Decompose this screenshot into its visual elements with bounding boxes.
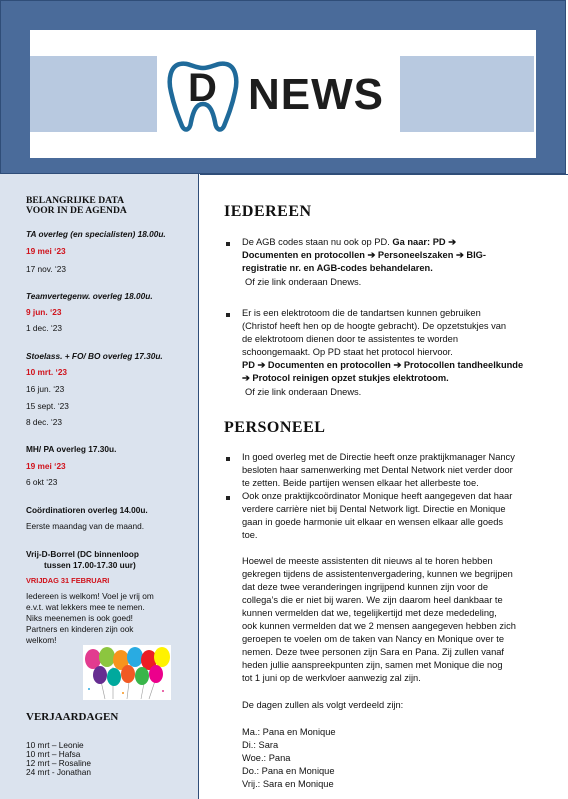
personeel-p3-line-4: collega’s die er niet bij waren. We zijn daarom heel dankbaar te (242, 595, 503, 605)
arrow-right-icon: ➔ (367, 250, 376, 260)
stoel-date-2: 16 jun. ‘23 (26, 384, 65, 394)
header-left-panel (30, 56, 157, 132)
mh-date-2: 6 okt ‘23 (26, 477, 58, 487)
borrel-title-line1: Vrij-D-Borrel (DC binnenloop (26, 549, 139, 559)
bullet-marker (226, 313, 230, 317)
elektro-path-tand: Protocollen tandheelkunde (403, 360, 524, 370)
elektrotoom-line-7: Of zie link onderaan Dnews. (245, 387, 362, 397)
personeel-heading: PERSONEEL (224, 419, 326, 436)
main-content (200, 174, 568, 799)
arrow-right-icon: ➔ (448, 237, 456, 247)
coord-date-1: Eerste maandag van de maand. (26, 521, 145, 531)
ta-date-1: 19 mei ‘23 (26, 246, 66, 256)
personeel-p1-line-2: besloten haar samenwerking met Dental Network niet verder door (242, 465, 513, 475)
birthday-item: 12 mrt – Rosaline (26, 758, 92, 768)
arrow-right-icon: ➔ (455, 250, 464, 260)
schedule-day: Ma.: Pana en Monique (242, 727, 336, 737)
mh-date-1: 19 mei ‘23 (26, 461, 66, 471)
team-overleg-title: Teamvertegenw. overleg 18.00u. (26, 291, 153, 301)
agenda-title-line1: BELANGRIJKE DATA (26, 195, 124, 206)
header-right-panel (400, 56, 534, 132)
agb-path-start: Ga naar: PD (392, 237, 446, 247)
borrel-text-2: e.v.t. wat lekkers mee te nemen. (26, 602, 145, 612)
personeel-p3-line-5: kunnen vermelden dat we, tegelijkertijd met deze mededeling, (242, 608, 497, 618)
agb-path-docs: Documenten en protocollen (242, 250, 365, 260)
personeel-p1-line-1: In goed overleg met de Directie heeft onze praktijkmanager Nancy (242, 452, 515, 462)
personeel-p3-line-8: nemen. Deze twee personen zijn Sara en Pana. Zij zullen vanaf (242, 647, 505, 657)
borrel-title-line2: tussen 17.00-17.30 uur) (44, 560, 136, 570)
personeel-p2-line-1: Ook onze praktijkcoördinator Monique heeft aangegeven dat haar (242, 491, 513, 501)
birthday-item: 24 mrt - Jonathan (26, 767, 92, 777)
dnews-logo (160, 52, 396, 134)
personeel-p3-line-7: geroepen te voelen om de taken van Nancy en Monique over te (242, 634, 505, 644)
team-date-1: 9 jun. ‘23 (26, 307, 62, 317)
personeel-p3-line-1: Hoewel de meeste assistenten dit nieuws al te horen hebben (242, 556, 493, 566)
personeel-p2-line-2: verdere carrière niet bij Dental Network ligt. Directie en Monique (242, 504, 506, 514)
coord-overleg-title: Coördinatioren overleg 14.00u. (26, 505, 148, 515)
agenda-title-line2: VOOR IN DE AGENDA (26, 205, 127, 216)
elektrotoom-line-5 (242, 359, 547, 372)
personeel-p3-line-9: heden jullie aanspreekpunten zijn, samen met Monique die nog (242, 660, 503, 670)
agb-line-3: registratie nr. en AGB-codes behandelaren. (242, 263, 433, 273)
borrel-text-1: Iedereen is welkom! Voel je vrij om (26, 591, 154, 601)
personeel-p3-line-3: dat deze twee veranderingen ingrijpend kunnen zijn voor de (242, 582, 489, 592)
personeel-p2-line-4: toe. (242, 530, 258, 540)
birthday-item: 10 mrt – Leonie (26, 740, 84, 750)
elektro-path-docs: Documenten en protocollen (267, 360, 391, 370)
agb-path-big: BIG- (466, 250, 486, 260)
elektrotoom-line-2: (Christof heeft hen op de hoogte gebracht). De opzetstukjes van (242, 321, 507, 331)
schedule-day: Woe.: Pana (242, 753, 291, 763)
borrel-text-3: Niks meenemen is ook goed! (26, 613, 133, 623)
elektrotoom-line-4: schoongemaakt. Op PD staat het protocol hiervoor. (242, 347, 453, 357)
arrow-right-icon: ➔ (257, 360, 266, 370)
stoel-date-4: 8 dec. ‘23 (26, 417, 62, 427)
personeel-p2-line-3: gaan in goede harmonie uit elkaar en wensen elkaar alle goeds (242, 517, 504, 527)
ta-overleg-title: TA overleg (en specialisten) 18.00u. (26, 229, 166, 239)
arrow-right-icon: ➔ (393, 360, 402, 370)
birthdays-title: VERJAARDAGEN (26, 711, 119, 723)
elektro-path-protocol: Protocol reinigen opzet stukjes elektrotoom. (252, 373, 449, 383)
birthday-item: 10 mrt – Hafsa (26, 749, 81, 759)
schedule-day: Do.: Pana en Monique (242, 766, 335, 776)
schedule-intro: De dagen zullen als volgt verdeeld zijn: (242, 700, 404, 710)
agb-line-2 (242, 249, 547, 262)
borrel-date: VRIJDAG 31 FEBRUARI (26, 576, 110, 585)
elektro-path-pd: PD (242, 360, 255, 370)
schedule-day: Di.: Sara (242, 740, 279, 750)
stoel-date-3: 15 sept. ‘23 (26, 401, 69, 411)
stoel-overleg-title: Stoelass. + FO/ BO overleg 17.30u. (26, 351, 163, 361)
iedereen-heading: IEDEREEN (224, 203, 312, 220)
team-date-2: 1 dec. ‘23 (26, 323, 62, 333)
stoel-date-1: 10 mrt. ‘23 (26, 367, 68, 377)
bullet-marker (226, 242, 230, 246)
bullet-marker (226, 496, 230, 500)
borrel-text-5: welkom! (26, 635, 57, 645)
elektrotoom-line-3: de elektrotoom dienen door te assistentes te worden (242, 334, 459, 344)
bullet-marker (226, 457, 230, 461)
agb-text: De AGB codes staan nu ook op PD. (242, 237, 393, 247)
personeel-p3-line-2: gekregen tijdens de assistentenvergadering, kunnen we begrijpen (242, 569, 513, 579)
agb-line-4: Of zie link onderaan Dnews. (245, 277, 362, 287)
borrel-text-4: Partners en kinderen zijn ook (26, 624, 134, 634)
ta-date-2: 17 nov. ‘23 (26, 264, 66, 274)
elektrotoom-line-6 (242, 372, 547, 385)
elektrotoom-line-1: Er is een elektrotoom die de tandartsen kunnen gebruiken (242, 308, 481, 318)
personeel-p1-line-3: te zetten. Beide partijen wensen elkaar het allerbeste toe. (242, 478, 479, 488)
personeel-p3-line-10: tot 1 juni op de werkvloer aanwezig zal zijn. (242, 673, 421, 683)
personeel-p3-line-6: ook kunnen vermelden dat we 2 mensen aangegeven hebben zich (242, 621, 516, 631)
mh-overleg-title: MH/ PA overleg 17.30u. (26, 444, 117, 454)
arrow-right-icon: ➔ (242, 373, 250, 383)
schedule-day: Vrij.: Sara en Monique (242, 779, 334, 789)
balloons-image (83, 645, 171, 700)
agb-line-1 (242, 236, 547, 249)
logo-word-news: NEWS (248, 70, 384, 119)
logo-letter-d: D (188, 66, 217, 110)
agb-path-personeel: Personeelszaken (377, 250, 454, 260)
